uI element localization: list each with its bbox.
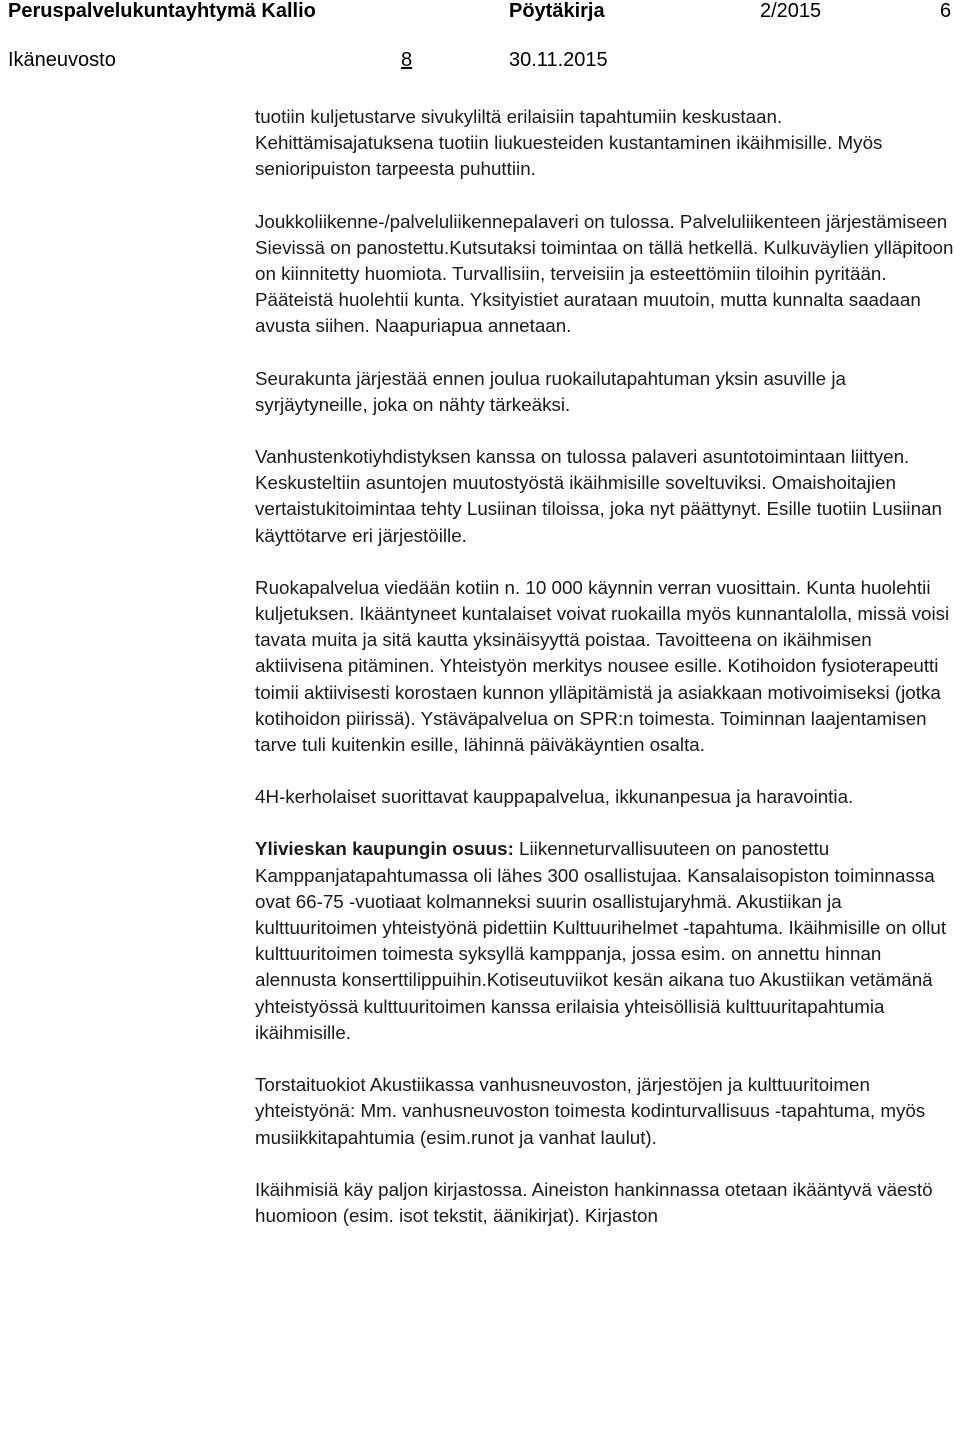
- section-number: 8: [401, 49, 413, 71]
- page-number: 6: [940, 0, 952, 22]
- paragraph-parish-event: Seurakunta järjestää ennen joulua ruokailutapahtuman yksin asuville ja syrjäytyneille, joka on nähty tärkeäksi.: [255, 367, 846, 415]
- paragraph-meal-service: Ruokapalvelua viedään kotiin n. 10 000 käynnin verran vuosittain. Kunta huolehtii kuljetuksen. Ikääntyneet kuntalaiset voivat ruokailla myös kunnantalolla, missä voisi tavata muita ja sitä kautta yksinäisyyttä poistaa. Tavoitteena on ikäihmisen aktiivisena pitäminen. Yhteistyön merkitys nousee esille. Kotihoidon fysioterapeutti toimii aktiivisesti korostaen kunnon ylläpitämistä ja asiakkaan motivoimiseksi (jotka kotihoidon piirissä). Ystäväpalvelua on SPR:n toimesta. Toiminnan laajentamisen tarve tuli kuitenkin esille, lähinnä päiväkäyntien osalta.: [255, 576, 950, 756]
- minutes-body: [255, 104, 955, 1229]
- paragraph-4h-club: 4H-kerholaiset suorittavat kauppapalvelua, ikkunanpesua ja haravointia.: [255, 786, 854, 808]
- ylivieska-heading: Ylivieskan kaupungin osuus:: [255, 838, 514, 860]
- paragraph-transport-needs: tuotiin kuljetustarve sivukyliltä erilaisiin tapahtumiin keskustaan. Kehittämisajatuksena tuotiin liukuesteiden kustantaminen ikäihmisille. Myös senioripuiston tarpeesta puhuttiin.: [255, 106, 883, 180]
- paragraph-public-transport: Joukkoliikenne-/palveluliikennepalaveri on tulossa. Palveluliikenteen järjestämiseen Sievissä on panostettu.Kutsutaksi toimintaa on tällä hetkellä. Kulkuväylien ylläpitoon on kiinnitetty huomiota. Turvallisiin, terveisiin ja esteettömiin tiloihin pyritään. Pääteistä huolehtii kunta. Yksityistiet aurataan muutoin, mutta kunnalta saadaan avusta siihen. Naapuriapua annetaan.: [255, 210, 954, 337]
- paragraph-library: Ikäihmisiä käy paljon kirjastossa. Aineiston hankinnassa otetaan ikääntyvä väestö huomioon (esim. isot tekstit, äänikirjat). Kirjaston: [255, 1178, 933, 1226]
- paragraph-thursday-sessions: Torstaituokiot Akustiikassa vanhusneuvoston, järjestöjen ja kulttuuritoimen yhteistyönä: Mm. vanhusneuvoston toimesta kodinturvallisuus -tapahtuma, myös musiikkitapahtumia (esim.runot ja vanhat laulut).: [255, 1074, 926, 1148]
- meeting-body-name: Ikäneuvosto: [8, 49, 116, 71]
- document-number: 2/2015: [760, 0, 822, 22]
- organization-name: Peruspalvelukuntayhtymä Kallio: [8, 0, 316, 22]
- paragraph-housing: Vanhustenkotiyhdistyksen kanssa on tulossa palaveri asuntotoimintaan liittyen. Keskusteltiin asuntojen muutostyöstä ikäihmisille soveltuviksi. Omaishoitajien vertaistukitoimintaa tehty Lusiinan tiloissa, joka nyt päättynyt. Esille tuotiin Lusiinan käyttötarve eri järjestöille.: [255, 446, 942, 546]
- meeting-date: 30.11.2015: [509, 49, 608, 71]
- document-header: [8, 0, 956, 80]
- paragraph-ylivieska: [255, 836, 955, 1046]
- ylivieska-text: Liikenneturvallisuuteen on panostettu Kamppanjatapahtumassa oli lähes 300 osallistujaa. Kansalaisopiston toiminnassa ovat 66-75 -vuotiaat kolmanneksi suurin osallistujaryhmä. Akustiikan ja kulttuuritoimen yhteistyönä pidettiin Kulttuurihelmet -tapahtuma. Ikäihmisille on ollut kulttuuritoimen toimesta syksyllä kamppanja, jossa esim. on annettu hinnan alennusta konserttilippuihin.Kotiseutuviikot kesän aikana tuo Akustiikan vetämänä yhteistyössä kulttuuritoimen kanssa erilaisia yhteisöllisiä kulttuuritapahtumia ikäihmisille.: [255, 838, 947, 1043]
- document-type: Pöytäkirja: [509, 0, 605, 22]
